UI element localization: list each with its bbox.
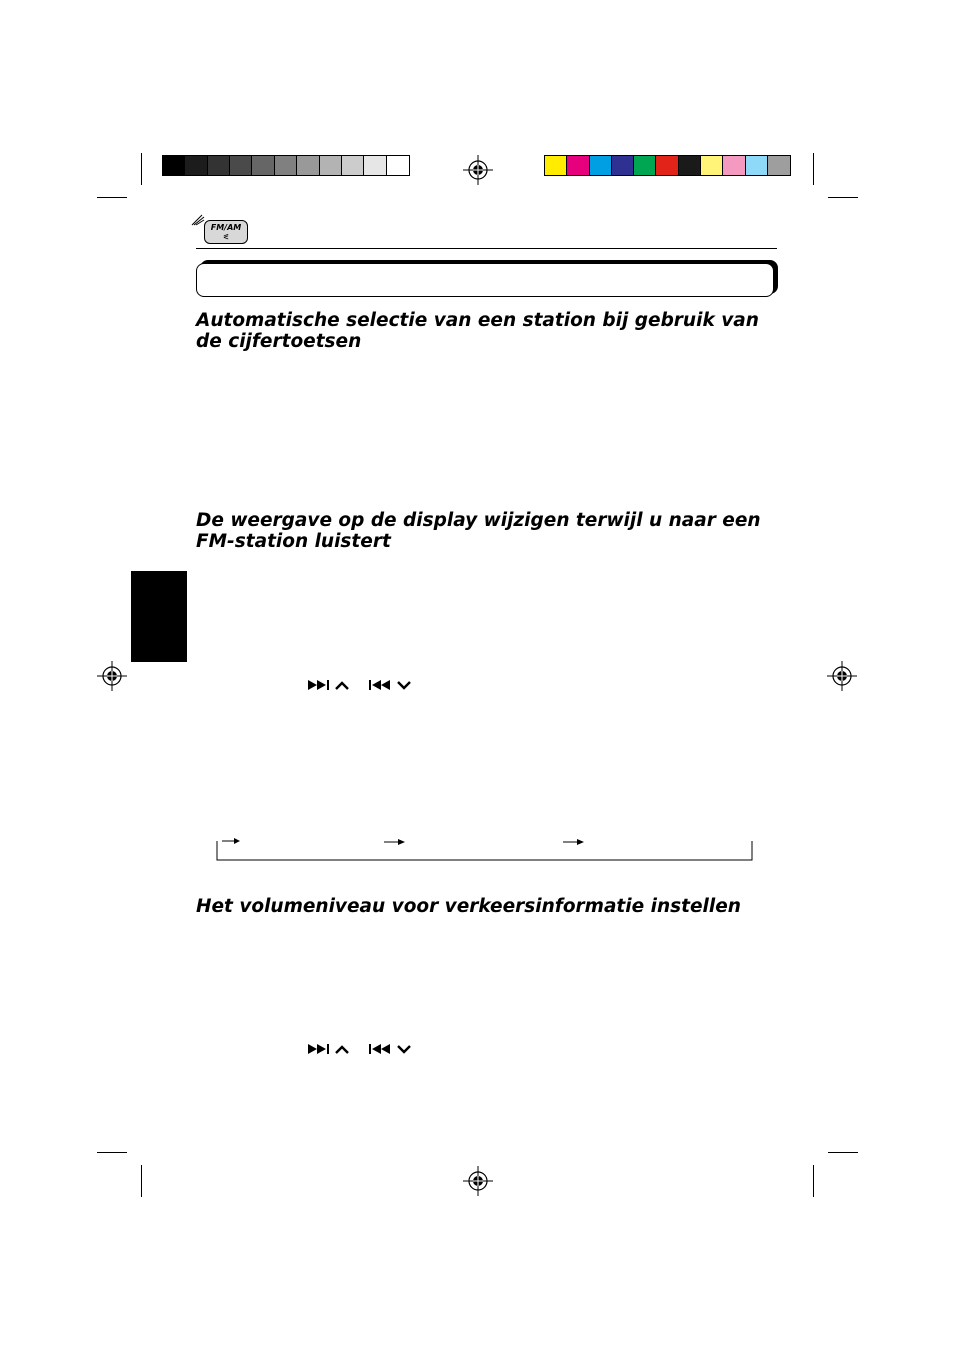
display-cycle-diagram [216,835,753,861]
grayscale-swatch [342,156,364,175]
registration-mark-icon [97,661,127,691]
process-swatch [634,156,656,175]
grayscale-swatch [320,156,342,175]
crop-mark-bottom-left-h [97,1152,127,1153]
chevron-down-icon [396,1043,412,1055]
registration-mark-icon [463,155,493,185]
heading-change-display: De weergave op de display wijzigen terwijl u naar een FM-station luistert [196,510,761,552]
grayscale-swatch [185,156,207,175]
language-tab [131,571,187,662]
process-swatch [746,156,768,175]
grayscale-swatch [275,156,297,175]
crop-mark-bottom-right-h [828,1152,858,1153]
arrow-icon [222,838,240,844]
process-color-bar [544,155,791,176]
grayscale-swatch [387,156,409,175]
fm-am-button[interactable] [204,220,248,244]
skip-back-icon [368,679,394,691]
signal-waves-icon [191,214,205,226]
grayscale-swatch [208,156,230,175]
process-swatch [768,156,790,175]
arrow-icon [563,839,584,845]
fm-am-button-label: FM/AM [210,223,242,232]
process-swatch [701,156,723,175]
grayscale-color-bar [162,155,410,176]
grayscale-swatch [297,156,319,175]
key-symbols-row [306,679,412,691]
registration-mark-icon [827,661,857,691]
crop-mark-top-left-h [97,197,127,198]
skip-back-icon [368,1043,394,1055]
process-swatch [612,156,634,175]
grayscale-swatch [252,156,274,175]
section-title-box [196,263,774,297]
crop-mark-bottom-left-v [141,1165,142,1197]
crop-mark-bottom-right-v [813,1165,814,1197]
process-swatch [567,156,589,175]
crop-mark-top-right-h [828,197,858,198]
process-swatch [679,156,701,175]
process-swatch [656,156,678,175]
grayscale-swatch [364,156,386,175]
grayscale-swatch [163,156,185,175]
chevron-up-icon [334,1043,350,1055]
grayscale-swatch [230,156,252,175]
heading-auto-select-preset: Automatische selectie van een station bij gebruik van de cijfertoetsen [196,310,759,352]
process-swatch [590,156,612,175]
heading-traffic-volume: Het volumeniveau voor verkeersinformatie instellen [196,896,741,917]
skip-forward-icon [306,679,332,691]
chevron-down-icon [396,679,412,691]
crop-mark-top-left-v [141,153,142,185]
chevron-up-icon [334,679,350,691]
signal-waves-icon: ⪕ [223,233,229,241]
header-rule [196,248,777,249]
skip-forward-icon [306,1043,332,1055]
crop-mark-top-right-v [813,153,814,185]
arrow-icon [384,839,405,845]
registration-mark-icon [463,1166,493,1196]
key-symbols-row [306,1043,412,1055]
process-swatch [723,156,745,175]
process-swatch [545,156,567,175]
